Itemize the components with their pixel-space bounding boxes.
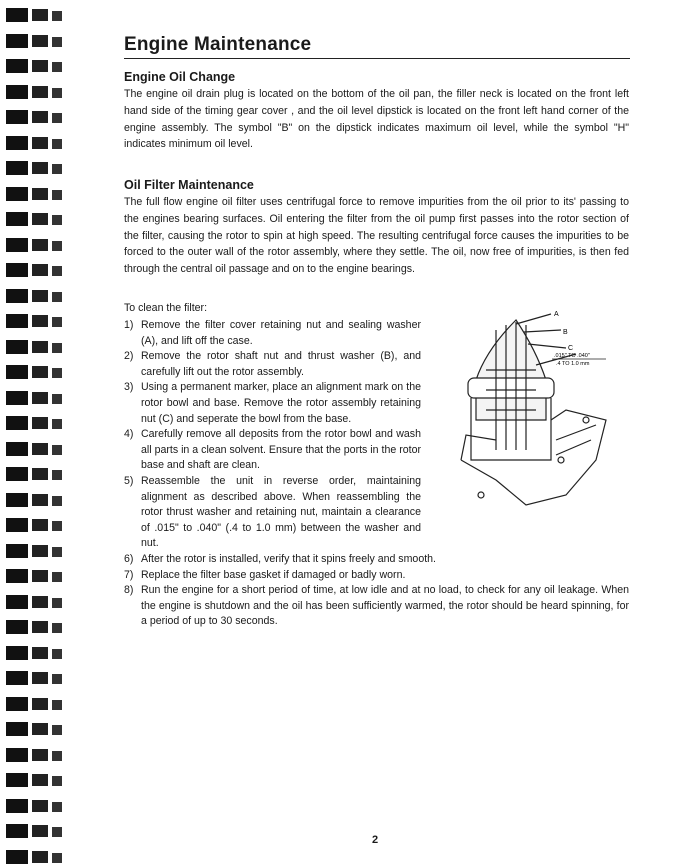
- clearance-inches: .015" TO .040": [554, 353, 590, 359]
- section-body-oil-change: The engine oil drain plug is located on the bottom of the oil pan, the filler neck is located on the front left hand side of the timing gear cover , and the oil level dipstick is located on the front left hand corner of the engine assembly. The symbol "B" on the dipstick indicates maximum oil level, while the symbol "H" indicates minimum oil level.: [124, 88, 629, 151]
- step-number: 3): [124, 381, 134, 394]
- step-text: After the rotor is installed, verify that it spins freely and smooth.: [141, 552, 436, 565]
- step-number: 8): [124, 584, 134, 597]
- step-text: Remove the filter cover retaining nut and sealing washer (A), and lift off the case.: [141, 319, 421, 347]
- procedure-intro: To clean the filter:: [124, 302, 208, 314]
- procedure-step: [124, 568, 629, 584]
- step-text: Replace the filter base gasket if damaged or badly worn.: [141, 568, 406, 581]
- step-text: Carefully remove all deposits from the rotor bowl and wash all parts in a clean solvent. Ensure that the ports in the rotor base and shaft are clean.: [141, 428, 421, 472]
- step-text: Remove the rotor shaft nut and thrust washer (B), and carefully lift out the rotor assembly.: [141, 350, 421, 378]
- procedure-step: [124, 552, 629, 568]
- spiral-binding: [0, 0, 75, 855]
- label-c: C: [568, 345, 574, 352]
- step-text: Using a permanent marker, place an alignment mark on the rotor bowl and base. Remove the rotor assembly retaining nut (C) and seperate the bowl from the base.: [141, 381, 421, 425]
- label-b: B: [563, 329, 568, 336]
- section-heading-oil-change: Engine Oil Change: [124, 70, 236, 84]
- procedure-step: [124, 474, 421, 552]
- procedure-step: [124, 349, 421, 380]
- label-a: A: [554, 311, 559, 318]
- step-number: 4): [124, 428, 134, 441]
- procedure-step: [124, 318, 421, 349]
- step-number: 5): [124, 474, 134, 487]
- step-number: 1): [124, 319, 134, 331]
- procedure-step: [124, 427, 421, 474]
- step-number: 2): [124, 350, 134, 363]
- step-text: Reassemble the unit in reverse order, maintaining alignment as described above. When reassembling the rotor thrust washer and retaining nut, maintain a clearance of .015" to .040" (.4 to 1.0 mm) between the washer and nut.: [141, 474, 421, 550]
- clearance-mm: .4 TO 1.0 mm: [556, 361, 590, 367]
- page-number: 2: [372, 834, 379, 846]
- page-title: Engine Maintenance: [124, 34, 630, 59]
- step-number: 6): [124, 552, 134, 565]
- section-body-oil-filter: The full flow engine oil filter uses centrifugal force to remove impurities from the oil prior to its' passing to the engines bearing surfaces. Oil entering the filter from the oil pump first passes into the rotor section of the filter, causing the rotor to spin at high speed. The resulting centrifugal force causes the impurities to be forced to the outer wall of the rotor assembly, where they settle. The oil, now free of impurities, is then fed through the central oil passage and on to the engine bearings.: [124, 196, 629, 276]
- oil-filter-cutaway-diagram: [456, 310, 636, 510]
- procedure-step: [124, 380, 421, 427]
- step-number: 7): [124, 568, 134, 581]
- procedure-step: [124, 583, 629, 630]
- section-heading-oil-filter: Oil Filter Maintenance: [124, 178, 254, 192]
- step-text: Run the engine for a short period of time, at low idle and at no load, to check for any oil leakage. When the engine is shutdown and the oil has been sufficiently warmed, the rotor should be heard spinning, for a period of up to 30 seconds.: [141, 584, 629, 628]
